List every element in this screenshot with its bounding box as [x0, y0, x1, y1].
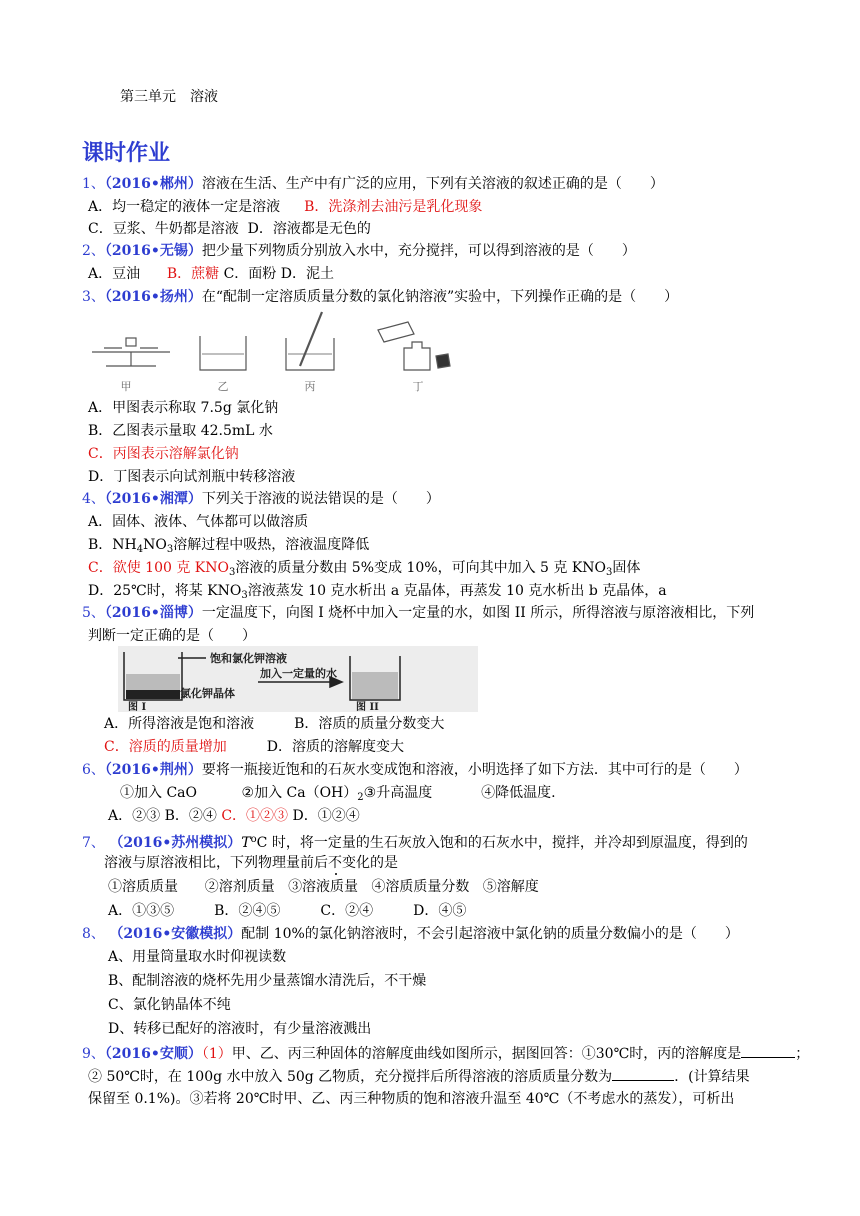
option-c: C．溶质的质量增加	[104, 739, 227, 755]
question-6-options	[108, 806, 360, 826]
figure-label: 甲	[120, 380, 132, 393]
option-b: B．洗涤剂去油污是乳化现象	[304, 199, 483, 215]
question-3-option-d: D．丁图表示向试剂瓶中转移溶液	[88, 469, 296, 485]
question-9-stem: 9、（2016•安顺）（1）甲、乙、丙三种固体的溶解度曲线如图所示，据图回答：①30℃时，丙的溶解度是 ；	[82, 1043, 809, 1064]
question-8-stem	[82, 924, 739, 944]
option-d: D．泥土	[280, 266, 334, 282]
question-4-option-b: B．$NH_4NO_3$溶解过程中吸热，溶液温度降低	[88, 537, 370, 555]
figure-label: 丁	[412, 380, 424, 393]
question-5-stem-cont: 判断一定正确的是（ ）	[88, 628, 256, 644]
question-text: 一定温度下，向图 I 烧杯中加入一定量的水，如图 II 所示，所得溶液与原溶液相比，下列	[201, 605, 755, 621]
unit-header	[120, 86, 218, 106]
option-c: C．①②③	[221, 808, 289, 824]
answer-blank[interactable]	[741, 1043, 795, 1058]
question-number: 2、	[82, 243, 105, 259]
pouring-beaker-icon	[378, 322, 414, 342]
question-2-options	[88, 264, 334, 284]
question-9-line3: 保留至 0.1%)。③若将 20℃时甲、乙、丙三种物质的饱和溶液升温至 40℃（不考虑水的蒸发），可析出	[88, 1091, 735, 1107]
section-title: 课时作业	[82, 141, 171, 166]
option-d: D．①②④	[292, 808, 360, 824]
label-saturated: 饱和氯化钾溶液	[210, 652, 287, 665]
question-number: 3、	[82, 289, 105, 305]
question-number: 4、	[82, 491, 105, 507]
question-4-option-a: A．固体、液体、气体都可以做溶质	[88, 514, 309, 530]
beaker-icon	[200, 336, 246, 370]
unit-label: 第三单元	[120, 89, 176, 105]
question-source: （2016•郴州）	[104, 176, 202, 192]
question-8-option-a: A、用量筒量取水时仰视读数	[108, 949, 287, 965]
lab-operations-figure	[86, 308, 466, 396]
option-c: C．面粉	[223, 266, 277, 282]
option-c: C．豆浆、牛奶都是溶液	[88, 221, 239, 237]
figure-label: 丙	[304, 380, 316, 393]
question-9-line2: ② 50℃时，在 100g 水中放入 50g 乙物质，充分搅拌后所得溶液的溶质质量分数为 ．(计算结果	[88, 1066, 750, 1087]
question-1-stem	[82, 174, 664, 194]
question-6-methods: ①加入 CaO ②加入 $Ca(OH)_2③$升高温度 ④降低温度.	[120, 785, 556, 803]
question-8-option-b: B、配制溶液的烧杯先用少量蒸馏水清洗后，不干燥	[108, 973, 427, 989]
question-3-option-c: C．丙图表示溶解氯化钠	[88, 446, 239, 462]
question-6-stem	[82, 760, 748, 780]
option-d: D．溶质的溶解度变大	[266, 739, 404, 755]
question-number: 1、	[82, 176, 105, 192]
question-8-option-c: C、氯化钠晶体不纯	[108, 997, 231, 1013]
label-fig2: 图 II	[356, 702, 379, 712]
question-source: （2016•苏州模拟）	[109, 835, 242, 851]
option-a: A．豆油	[88, 266, 141, 282]
beaker-dilution-figure	[118, 646, 478, 712]
question-5-stem	[82, 603, 754, 623]
question-5-options-cd	[104, 737, 404, 757]
question-1-options-cd	[88, 219, 371, 239]
option-d: D．溶液都是无色的	[247, 221, 371, 237]
question-2-stem	[82, 241, 636, 261]
question-7-options	[108, 901, 466, 921]
question-number: 7、	[82, 835, 105, 851]
question-3-stem	[82, 287, 678, 307]
option-a: A．均一稳定的液体一定是溶液	[88, 199, 281, 215]
label-fig1: 图 I	[128, 702, 147, 712]
question-number: 5、	[82, 605, 105, 621]
question-number: 6、	[82, 762, 105, 778]
question-text: 下列关于溶液的说法错误的是（ ）	[201, 491, 440, 507]
label-crystal: 氯化钾晶体	[180, 687, 235, 700]
glass-rod-icon	[300, 312, 322, 366]
option-b: B．蔗糖	[166, 266, 220, 282]
option-b: B．溶质的质量分数变大	[294, 716, 445, 732]
question-5-options-ab	[104, 714, 444, 734]
option-a: A．②③	[108, 808, 161, 824]
option-b: B．②④⑤	[214, 903, 281, 919]
question-4-option-d: D．25℃时，将某 $KNO_3$溶液蒸发 10 克水析出 a 克晶体，再蒸发 10 克水析出 b 克晶体，a	[88, 583, 667, 601]
option-d: D．④⑤	[413, 903, 467, 919]
question-3-option-b: B．乙图表示量取 42.5mL 水	[88, 423, 273, 439]
question-source: （2016•淄博）	[104, 605, 202, 621]
unit-topic: 溶液	[190, 89, 218, 105]
question-source: （2016•扬州）	[104, 289, 202, 305]
question-4-stem	[82, 489, 440, 509]
answer-blank[interactable]	[612, 1066, 674, 1081]
question-7-stem: 7、 （2016•苏州模拟）$T^oC$ 时，将一定量的生石灰放入饱和的石灰水中，搅拌，并冷却到原温度，得到的	[82, 834, 748, 851]
figure-label: 乙	[217, 380, 229, 393]
stopper-icon	[436, 354, 450, 368]
question-7-items: ①溶质质量 ②溶剂质量 ③溶液质量 ④溶质质量分数 ⑤溶解度	[108, 879, 539, 895]
question-text: 配制 10%的氯化钠溶液时，不会引起溶液中氯化钠的质量分数偏小的是（ ）	[241, 926, 739, 942]
option-a: A．①③⑤	[108, 903, 175, 919]
question-1-options-ab	[88, 197, 482, 217]
question-source: （2016•无锡）	[104, 243, 202, 259]
question-4-option-c: C．欲使 100 克 $KNO_3$溶液的质量分数由 5%变成 10%，可向其中加入 5 克 $KNO_3$固体	[88, 560, 641, 578]
question-text: 要将一瓶接近饱和的石灰水变成饱和溶液，小明选择了如下方法．其中可行的是（ ）	[201, 762, 748, 778]
label-add-water: 加入一定量的水	[260, 667, 337, 680]
question-8-option-d: D、转移已配好的溶液时，有少量溶液溅出	[108, 1021, 372, 1037]
question-3-option-a: A．甲图表示称取 7.5g 氯化钠	[88, 400, 279, 416]
question-text: 溶液在生活、生产中有广泛的应用，下列有关溶液的叙述正确的是（ ）	[201, 176, 664, 192]
reagent-bottle-icon	[404, 342, 430, 370]
question-source: （2016•安顺）	[104, 1046, 202, 1062]
option-c: C．②④	[320, 903, 374, 919]
option-a: A．所得溶液是饱和溶液	[104, 716, 255, 732]
option-b: B．②④	[164, 808, 217, 824]
question-source: （2016•湘潭）	[104, 491, 202, 507]
question-text: 在“配制一定溶质质量分数的氯化钠溶液”实验中，下列操作正确的是（ ）	[201, 289, 679, 305]
question-source: （2016•安徽模拟）	[109, 926, 242, 942]
question-source: （2016•荆州）	[104, 762, 202, 778]
question-number: 8、	[82, 926, 105, 942]
question-number: 9、	[82, 1046, 105, 1062]
question-text: 把少量下列物质分别放入水中，充分搅拌，可以得到溶液的是（ ）	[201, 243, 636, 259]
question-7-stem-cont: 溶液与原溶液相比，下列物理量前后不变化的是	[104, 855, 398, 871]
